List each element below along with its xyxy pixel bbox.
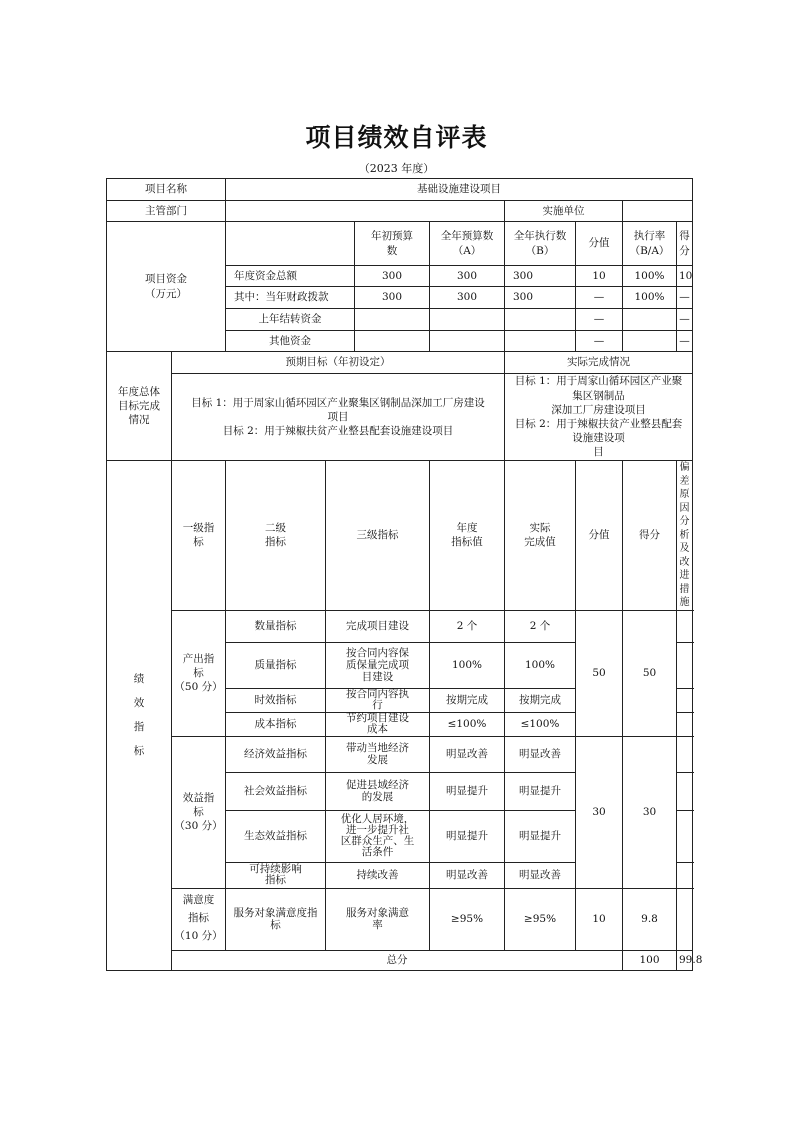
goal-expected-1: 目标 1：用于周家山循环园区产业聚集区钢制品深加工厂房建设	[191, 396, 485, 409]
benefit-target: 明显提升	[430, 772, 505, 810]
output-deviation	[677, 610, 693, 642]
funds-row-score-value: —	[576, 309, 623, 331]
benefit-level2: 生态效益指标	[226, 810, 326, 862]
output-deviation	[677, 712, 693, 736]
funds-row-annual: 300	[430, 266, 505, 287]
output-actual: ≤100%	[505, 712, 576, 736]
output-level2: 质量指标	[226, 642, 326, 688]
ind-header-target: 年度 指标值	[430, 461, 505, 611]
funds-row-initial	[355, 309, 430, 331]
goal-expected-1-cont: 项目	[327, 410, 349, 423]
ind-header-level2: 二级 指标	[226, 461, 326, 611]
goal-actual-1-cont: 深加工厂房建设项目	[551, 403, 646, 416]
funds-row-annual	[430, 309, 505, 331]
goals-expected-header: 预期目标（年初设定）	[172, 352, 505, 374]
satisfaction-indicator-label: 满意度 指标 （10 分）	[172, 888, 226, 950]
goal-actual-2: 目标 2：用于辣椒扶贫产业整县配套设施建设项	[514, 418, 683, 445]
benefit-target: 明显提升	[430, 810, 505, 862]
funds-label: 项目资金 （万元）	[107, 222, 226, 352]
benefit-level2: 社会效益指标	[226, 772, 326, 810]
page-subtitle: （2023 年度）	[358, 162, 435, 175]
funds-row-label: 上年结转资金	[226, 309, 355, 331]
benefit-actual: 明显提升	[505, 772, 576, 810]
satisfaction-actual: ≥95%	[505, 888, 576, 950]
ind-header-actual: 实际 完成值	[505, 461, 576, 611]
satisfaction-target: ≥95%	[430, 888, 505, 950]
funds-header-score: 得分	[677, 222, 693, 266]
self-evaluation-table	[106, 178, 703, 971]
funds-row-score-value: —	[576, 287, 623, 309]
benefit-level3: 持续改善	[326, 862, 430, 888]
benefit-level3: 优化人居环境， 进一步提升社 区群众生产、生 活条件	[326, 810, 430, 862]
ind-header-score: 得分	[623, 461, 677, 611]
output-score: 50	[623, 610, 677, 736]
total-label: 总分	[172, 950, 623, 970]
indicators-label: 绩 效 指 标	[107, 461, 172, 971]
ind-header-deviation: 偏差原因 分析及改 进措施	[677, 461, 693, 611]
benefit-level2: 可持续影响 指标	[226, 862, 326, 888]
output-target: 100%	[430, 642, 505, 688]
funds-row-annual: 300	[430, 287, 505, 309]
goal-expected-2: 目标 2：用于辣椒扶贫产业整县配套设施建设项目	[222, 425, 454, 438]
goals-label: 年度总体 目标完成 情况	[107, 352, 172, 461]
satisfaction-level3: 服务对象满意 率	[326, 888, 430, 950]
funds-row-score-value: 10	[576, 266, 623, 287]
output-actual: 按期完成	[505, 688, 576, 712]
goals-actual-text	[505, 374, 693, 461]
output-level3: 按合同内容执 行	[326, 688, 430, 712]
unit-value	[623, 201, 693, 222]
benefit-deviation	[677, 772, 693, 810]
goals-expected-text	[172, 374, 505, 461]
output-target: 按期完成	[430, 688, 505, 712]
benefit-actual: 明显改善	[505, 736, 576, 772]
funds-row-score: 10	[677, 266, 693, 287]
output-level3: 按合同内容保 质保量完成项 目建设	[326, 642, 430, 688]
total-score-value: 100	[623, 950, 677, 970]
funds-header-score-value: 分值	[576, 222, 623, 266]
benefit-target: 明显改善	[430, 736, 505, 772]
ind-header-score-value: 分值	[576, 461, 623, 611]
output-target: ≤100%	[430, 712, 505, 736]
project-name-value: 基础设施建设项目	[226, 179, 693, 201]
goals-actual-header: 实际完成情况	[505, 352, 693, 374]
ind-header-level1: 一级指 标	[172, 461, 226, 611]
satisfaction-score: 9.8	[623, 888, 677, 950]
funds-row-score: —	[677, 331, 693, 352]
dept-label: 主管部门	[107, 201, 226, 222]
total-score: 99.8	[677, 950, 693, 970]
output-level3: 节约项目建设 成本	[326, 712, 430, 736]
output-actual: 100%	[505, 642, 576, 688]
funds-header-blank	[226, 222, 355, 266]
benefit-actual: 明显提升	[505, 810, 576, 862]
output-level2: 成本指标	[226, 712, 326, 736]
output-score-value: 50	[576, 610, 623, 736]
funds-row-initial	[355, 331, 430, 352]
ind-header-level3: 三级指标	[326, 461, 430, 611]
benefit-deviation	[677, 810, 693, 862]
funds-row-rate	[623, 309, 677, 331]
satisfaction-deviation	[677, 888, 693, 950]
funds-row-executed: 300	[505, 287, 576, 309]
output-deviation	[677, 642, 693, 688]
funds-row-annual	[430, 331, 505, 352]
benefit-score: 30	[623, 736, 677, 888]
goal-actual-1: 目标 1：用于周家山循环园区产业聚集区钢制品	[514, 375, 683, 402]
funds-header-rate: 执行率 （B/A）	[623, 222, 677, 266]
funds-row-label: 其中：当年财政拨款	[226, 287, 355, 309]
unit-label: 实施单位	[505, 201, 623, 222]
output-indicator-label: 产出指 标 （50 分）	[172, 610, 226, 736]
page-title: 项目绩效自评表	[305, 123, 488, 152]
funds-header-initial: 年初预算 数	[355, 222, 430, 266]
funds-row-initial: 300	[355, 287, 430, 309]
funds-row-label: 年度资金总额	[226, 266, 355, 287]
funds-row-score-value: —	[576, 331, 623, 352]
satisfaction-score-value: 10	[576, 888, 623, 950]
funds-header-executed: 全年执行数 （B）	[505, 222, 576, 266]
funds-row-rate: 100%	[623, 287, 677, 309]
funds-header-annual: 全年预算数 （A）	[430, 222, 505, 266]
benefit-score-value: 30	[576, 736, 623, 888]
output-actual: 2 个	[505, 610, 576, 642]
output-level3: 完成项目建设	[326, 610, 430, 642]
funds-row-initial: 300	[355, 266, 430, 287]
output-level2: 时效指标	[226, 688, 326, 712]
benefit-level3: 带动当地经济 发展	[326, 736, 430, 772]
satisfaction-level2: 服务对象满意度指 标	[226, 888, 326, 950]
funds-row-executed: 300	[505, 266, 576, 287]
benefit-target: 明显改善	[430, 862, 505, 888]
benefit-deviation	[677, 862, 693, 888]
goal-actual-2-cont: 目	[593, 446, 604, 459]
output-target: 2 个	[430, 610, 505, 642]
funds-row-label: 其他资金	[226, 331, 355, 352]
benefit-level2: 经济效益指标	[226, 736, 326, 772]
funds-row-rate	[623, 331, 677, 352]
output-level2: 数量指标	[226, 610, 326, 642]
funds-row-score: —	[677, 309, 693, 331]
dept-value	[226, 201, 505, 222]
funds-row-executed	[505, 331, 576, 352]
funds-row-score: —	[677, 287, 693, 309]
funds-row-rate: 100%	[623, 266, 677, 287]
benefit-actual: 明显改善	[505, 862, 576, 888]
funds-row-executed	[505, 309, 576, 331]
benefit-indicator-label: 效益指 标 （30 分）	[172, 736, 226, 888]
output-deviation	[677, 688, 693, 712]
benefit-deviation	[677, 736, 693, 772]
project-name-label: 项目名称	[107, 179, 226, 201]
benefit-level3: 促进县域经济 的发展	[326, 772, 430, 810]
